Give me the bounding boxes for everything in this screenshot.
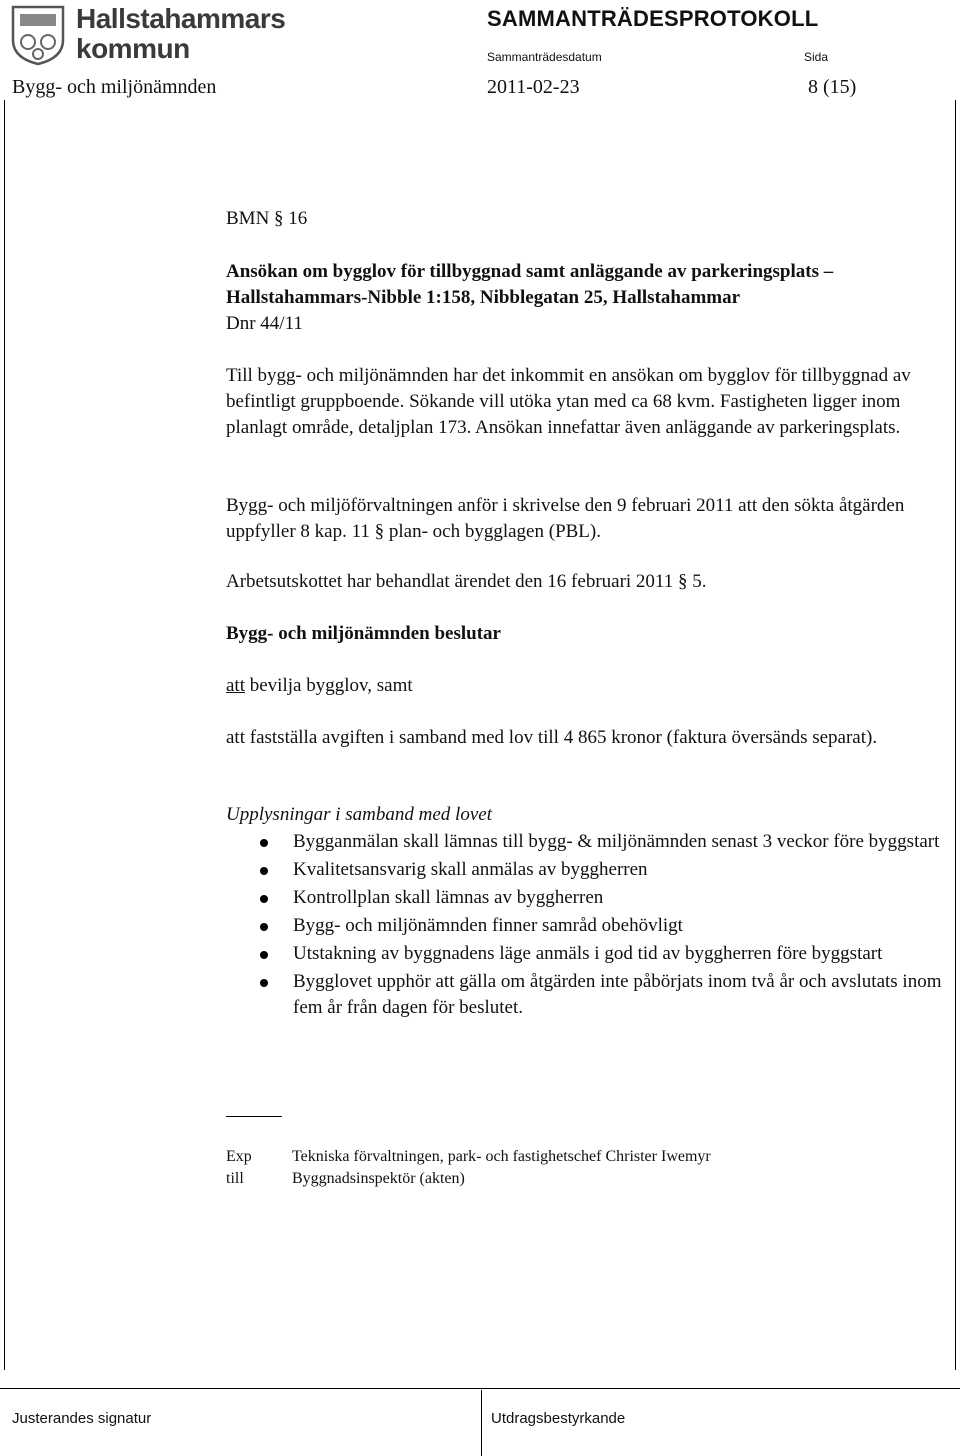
expedition-line-1: Tekniska förvaltningen, park- och fastighetschef Christer Iwemyr	[292, 1148, 711, 1165]
paragraph-committee: Arbetsutskottet har behandlat ärendet den 16 februari 2011 § 5.	[226, 571, 707, 592]
expedition-label: Exp till	[226, 1148, 252, 1187]
dnr: Dnr 44/11	[226, 313, 303, 334]
expedition-line-2: Byggnadsinspektör (akten)	[292, 1170, 465, 1187]
footer-column-divider	[481, 1390, 482, 1456]
case-title-line-1: Ansökan om bygglov för tillbyggnad samt anläggande av parkeringsplats –	[226, 261, 834, 282]
paragraph-administration	[226, 493, 946, 545]
info-list	[226, 829, 946, 1021]
decision-2-text: att fastställa avgiften i samband med lov till 4 865 kronor (faktura översänds separat).	[226, 727, 878, 748]
decision-heading: Bygg- och miljönämnden beslutar	[226, 623, 501, 644]
decision-att: att	[226, 675, 245, 696]
logo-line-2: kommun	[76, 33, 190, 64]
paragraph-application	[226, 363, 946, 441]
paragraph-1: Till bygg- och miljönämnden har det inkommit en ansökan om bygglov för tillbyggnad av befintligt gruppboende. Sökande vill utöka ytan med ca 68 kvm. Fastigheten ligger inom planlagt område, detaljplan 173. Ansökan innefattar även anläggande av parkeringsplats.	[226, 365, 911, 438]
case-number: BMN § 16	[226, 208, 308, 229]
list-item: Bygglovet upphör att gälla om åtgärden inte påbörjats inom två år och avslutats inom fem år från dagen för beslutet.	[226, 969, 946, 1021]
decision-1-text: bevilja bygglov, samt	[245, 675, 413, 696]
date-label: Sammanträdesdatum	[487, 50, 602, 64]
expedition-recipients	[292, 1146, 711, 1190]
case-title-line-2: Hallstahammars-Nibble 1:158, Nibblegatan 25, Hallstahammar	[226, 287, 741, 308]
left-margin-line	[4, 100, 5, 1370]
list-item: Bygganmälan skall lämnas till bygg- & miljönämnden senast 3 veckor före byggstart	[226, 829, 946, 855]
document-type: SAMMANTRÄDESPROTOKOLL	[487, 6, 819, 31]
paragraph-2: Bygg- och miljöförvaltningen anför i skrivelse den 9 februari 2011 att den sökta åtgärden uppfyller 8 kap. 11 § plan- och bygglagen (PBL).	[226, 495, 905, 542]
list-item: Bygg- och miljönämnden finner samråd obehövligt	[226, 913, 946, 939]
decision-item-1	[226, 673, 946, 699]
meeting-date: 2011-02-23	[487, 76, 580, 98]
info-heading: Upplysningar i samband med lovet	[226, 804, 492, 825]
list-item: Kontrollplan skall lämnas av byggherren	[226, 885, 946, 911]
logo-line-1: Hallstahammars	[76, 3, 286, 34]
certification-label: Utdragsbestyrkande	[491, 1410, 626, 1427]
signature-label: Justerandes signatur	[12, 1410, 152, 1427]
list-item: Utstakning av byggnadens läge anmäls i god tid av byggherren före byggstart	[226, 941, 946, 967]
separator-line	[226, 1116, 282, 1117]
footer-divider	[0, 1388, 960, 1389]
committee-name: Bygg- och miljönämnden	[12, 76, 217, 98]
page-label: Sida	[804, 50, 829, 64]
page-number: 8 (15)	[808, 76, 857, 98]
case-title	[226, 259, 946, 311]
list-item: Kvalitetsansvarig skall anmälas av byggherren	[226, 857, 946, 883]
decision-item-2	[226, 725, 946, 751]
municipality-logo	[10, 4, 66, 66]
right-margin-line	[955, 100, 956, 1370]
logo-wordmark	[76, 4, 285, 64]
